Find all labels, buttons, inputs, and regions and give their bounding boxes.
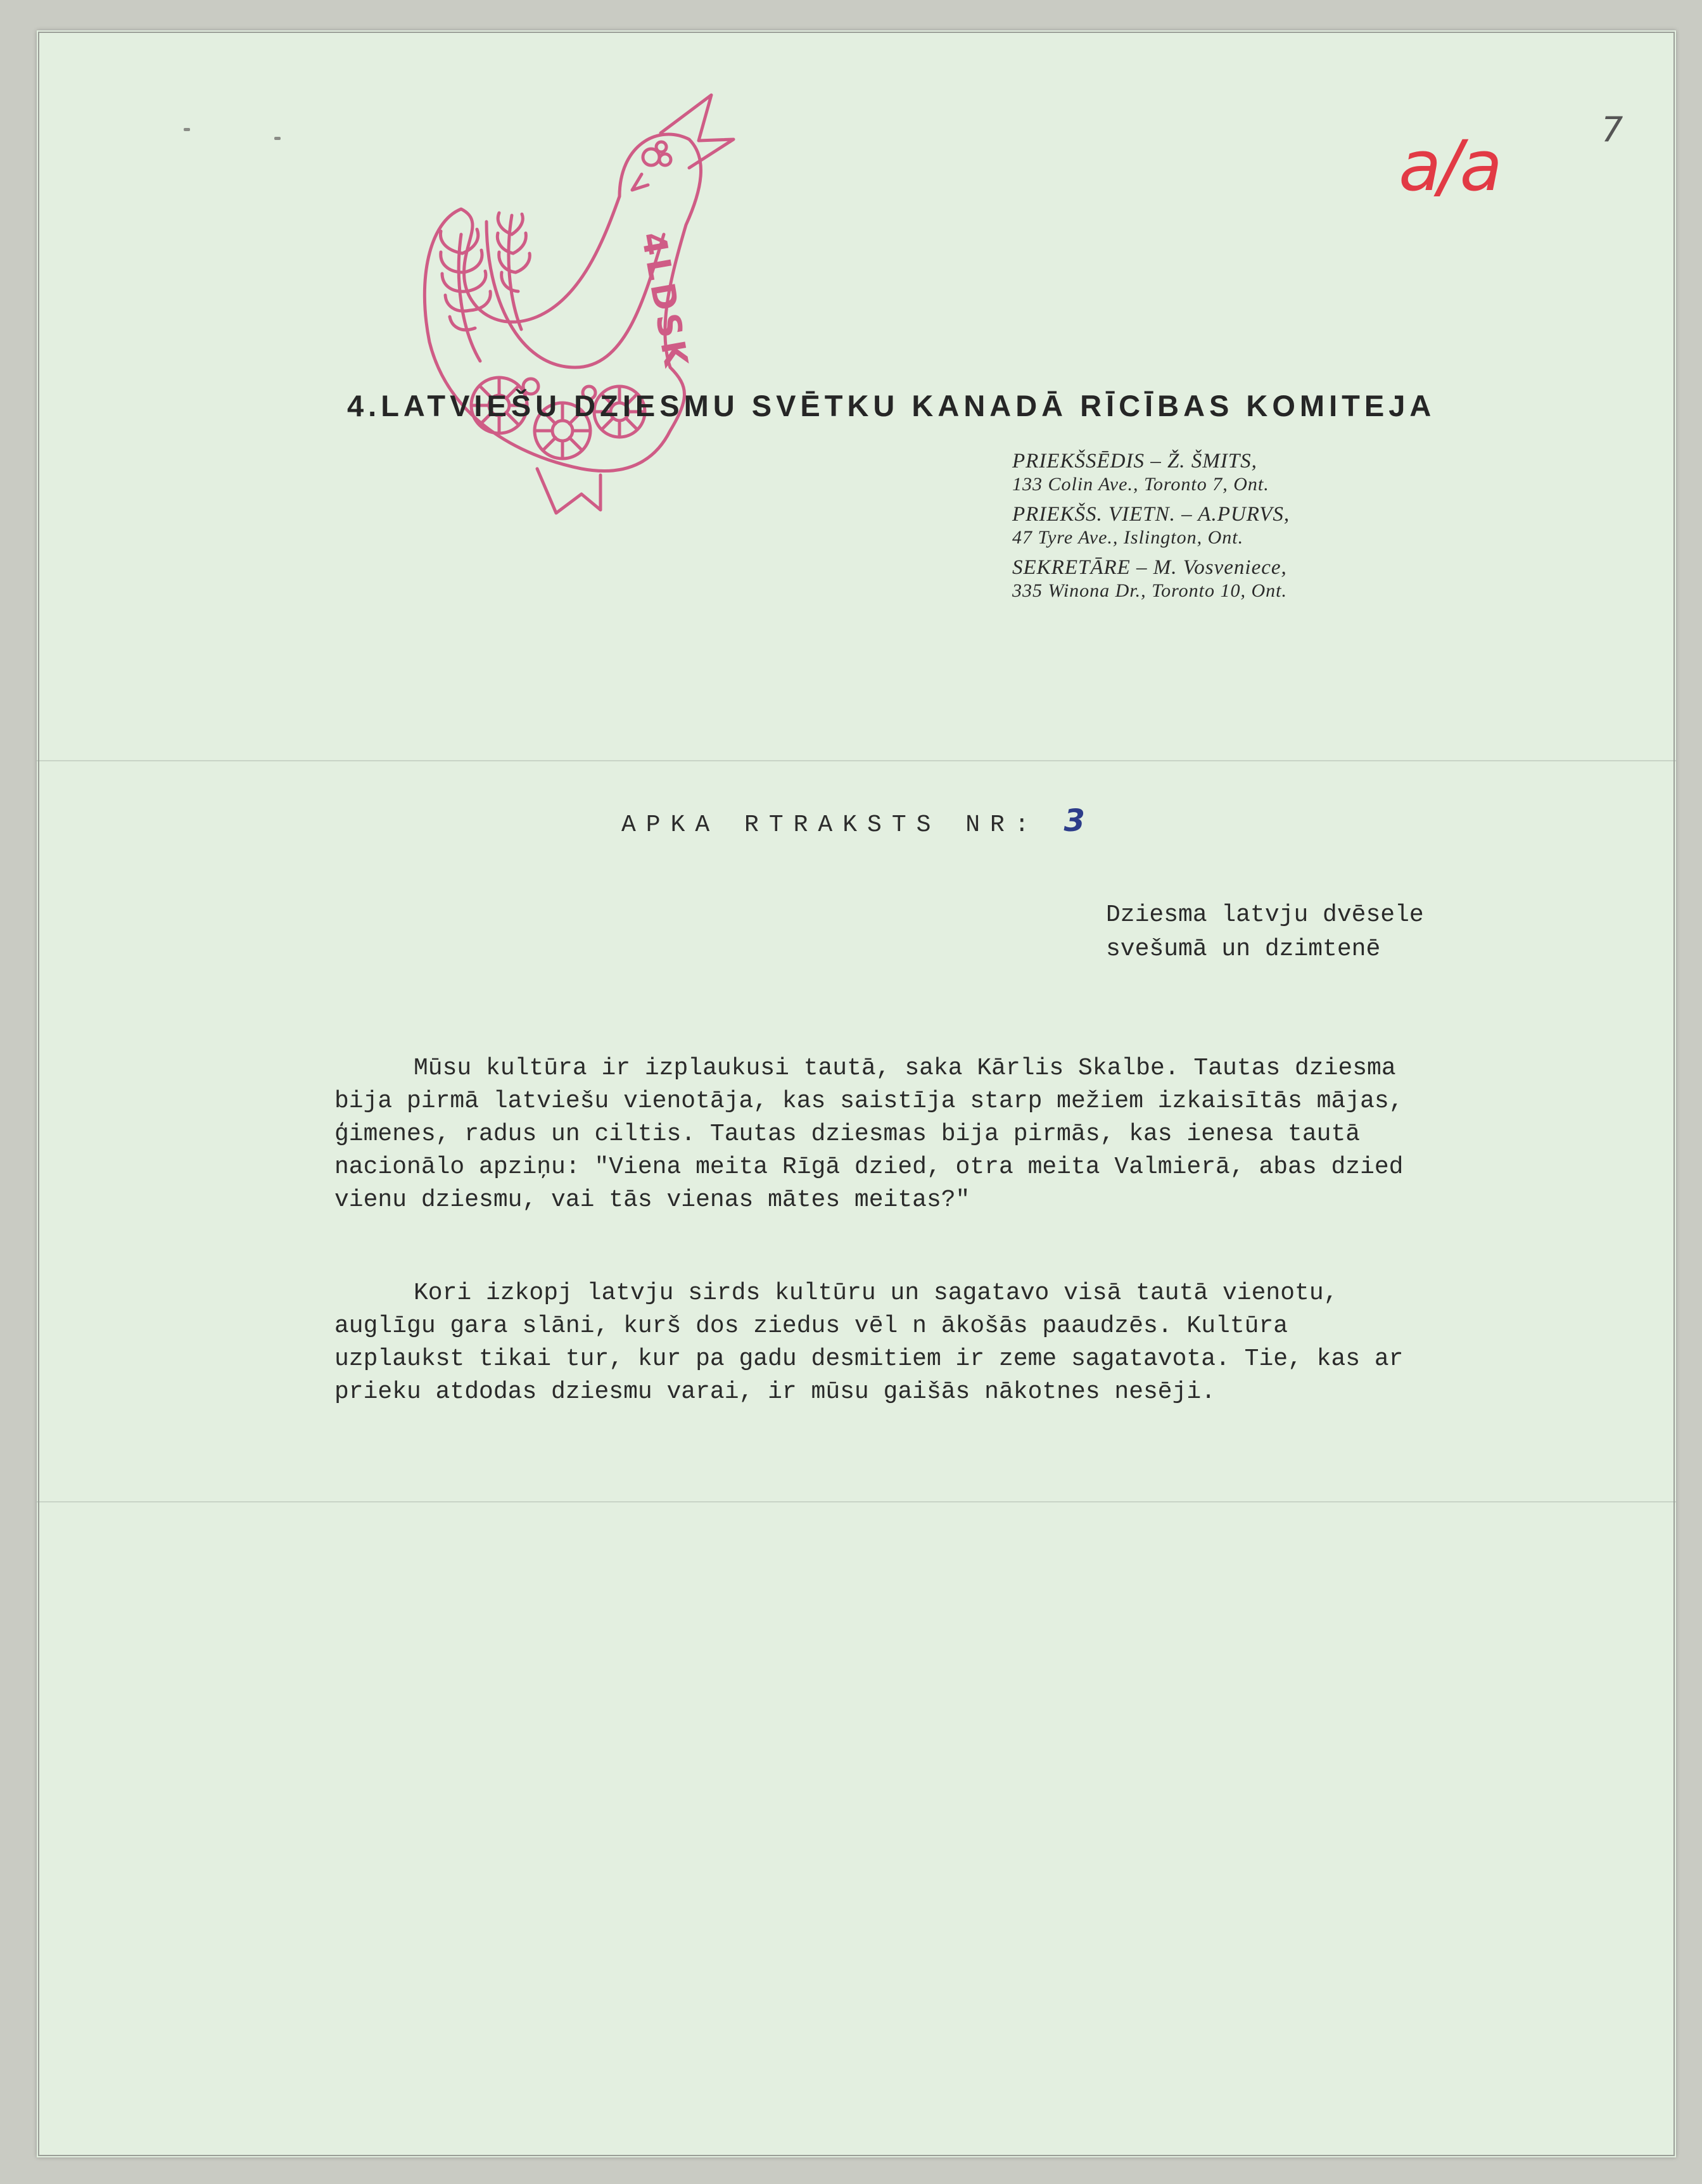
officer-address: 133 Colin Ave., Toronto 7, Ont.: [1012, 474, 1269, 495]
circular-heading: [621, 803, 1085, 839]
officer-chairman: [1012, 448, 1456, 495]
officer-vice-chairman: [1012, 502, 1456, 549]
paragraph-1: [334, 1052, 1576, 1217]
text-line: auglīgu gara slāni, kurš dos ziedus vēl n ākošās paaudzēs. Kultūra: [334, 1312, 1288, 1340]
handwritten-page-number: 7: [1601, 110, 1623, 149]
motto-line: svešumā un dzimtenē: [1106, 936, 1381, 963]
handwritten-corner-note: a/a: [1399, 125, 1500, 206]
officers-list: [1012, 448, 1456, 608]
organization-name: 4.LATVIEŠU DZIESMU SVĒTKU KANADĀ RĪCĪBAS KOMITEJA: [347, 389, 1436, 422]
motto-line: Dziesma latvju dvēsele: [1106, 901, 1424, 929]
officer-role: PRIEKŠSĒDIS – Ž. ŠMITS,: [1012, 450, 1257, 473]
text-line: vienu dziesmu, vai tās vienas mātes meitas?": [334, 1186, 970, 1214]
document-page: [37, 30, 1676, 2157]
officer-role: PRIEKŠS. VIETN. – A.PURVS,: [1012, 503, 1290, 526]
staple-hole: [184, 128, 190, 131]
text-line: bija pirmā latviešu vienotāja, kas saistīja starp mežiem izkaisītās mājas,: [334, 1088, 1404, 1115]
heading-text: APKA RTRAKSTS NR:: [621, 811, 1039, 839]
text-line: uzplaukst tikai tur, kur pa gadu desmitiem ir zeme sagatavota. Tie, kas ar: [334, 1345, 1404, 1373]
text-line: Kori izkopj latvju sirds kultūru un sagatavo visā tautā vienotu,: [414, 1279, 1338, 1307]
officer-address: 335 Winona Dr., Toronto 10, Ont.: [1012, 580, 1288, 601]
fold-line: [37, 1501, 1676, 1502]
paragraph-2: [334, 1277, 1576, 1409]
logo-lettering: 4LDSK: [633, 229, 695, 374]
text-line: prieku atdodas dziesmu varai, ir mūsu gaišās nākotnes nesēji.: [334, 1378, 1216, 1406]
officer-role: SEKRETĀRE – M. Vosveniece,: [1012, 556, 1287, 579]
handwritten-circular-number: 3: [1064, 803, 1085, 839]
officer-secretary: [1012, 555, 1456, 602]
text-line: nacionālo apziņu: "Viena meita Rīgā dzied, otra meita Valmierā, abas dzied: [334, 1153, 1404, 1181]
bird-logo: [391, 89, 759, 532]
motto-block: [1106, 898, 1424, 967]
text-line: Mūsu kultūra ir izplaukusi tautā, saka Kārlis Skalbe. Tautas dziesma: [414, 1055, 1396, 1082]
staple-hole: [274, 137, 281, 140]
officer-address: 47 Tyre Ave., Islington, Ont.: [1012, 527, 1244, 548]
text-line: ģimenes, radus un ciltis. Tautas dziesmas bija pirmās, kas ienesa tautā: [334, 1121, 1361, 1148]
fold-line: [37, 760, 1676, 761]
